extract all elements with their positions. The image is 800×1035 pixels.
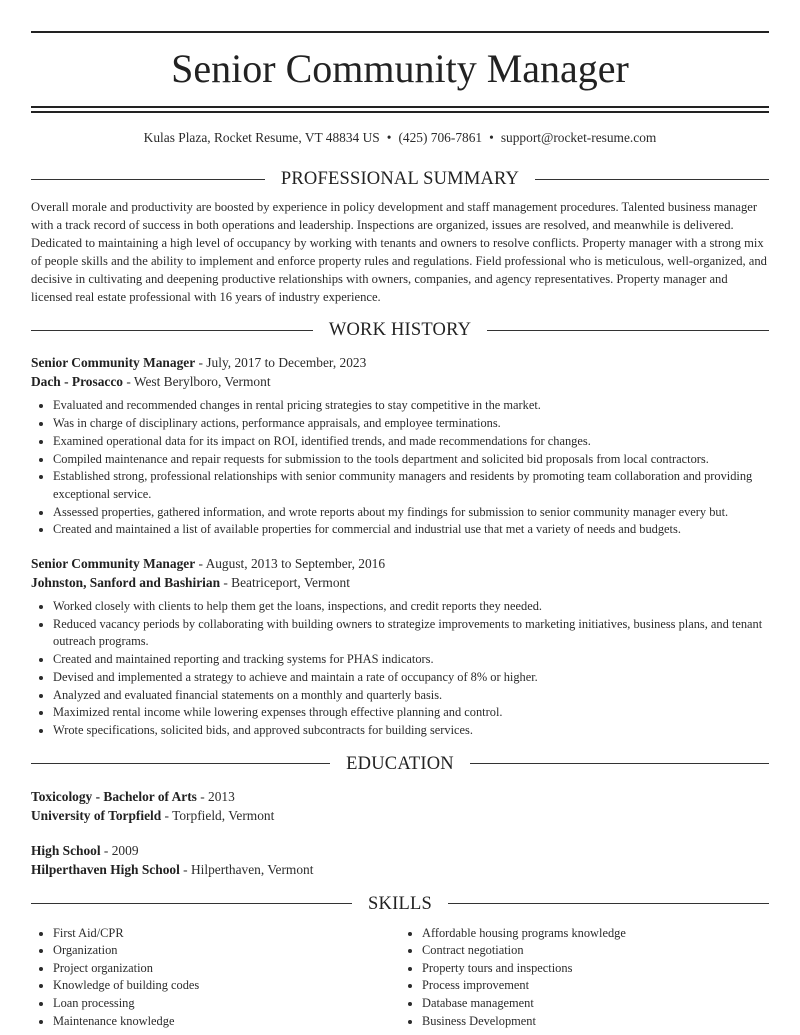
list-item: • Devised and implemented a strategy to achieve and maintain a rate of occupancy of 8% or higher. [53,669,769,687]
school: Hilperthaven High School [31,861,180,877]
separator: • [489,130,494,145]
job-company-line [31,372,769,391]
school: University of Torpfield [31,807,162,823]
skill-item: • Maintenance knowledge [53,1013,400,1031]
school-location: - Hilperthaven, Vermont [179,861,314,877]
list-item: • Worked closely with clients to help them get the loans, inspections, and credit reports they needed. [53,598,769,616]
divider [31,763,330,764]
divider [31,179,265,180]
skill-item: • Contract negotiation [422,942,769,960]
double-rule [31,106,769,113]
school-line [31,806,769,825]
degree-line [31,841,769,860]
skills-columns [31,925,769,1031]
skill-item: • Knowledge of building codes [53,977,400,995]
summary-heading: PROFESSIONAL SUMMARY [280,169,520,189]
degree-line [31,787,769,806]
job-company-line [31,573,769,592]
top-rule [31,31,769,33]
job-location: - Beatriceport, Vermont [220,575,350,591]
education-entry [31,787,769,825]
skill-item: • Affordable housing programs knowledge [422,925,769,943]
summary-text: Overall morale and productivity are boosted by experience in policy development and staff management procedures. Talented business manager with a track record of success in both operations and leadership. Inspections are organized, issues are resolved, and meanwhile is delivered. Dedicated to maintaining a high level of occupancy by working with tenants and owners to resolve conflicts. Property manager with a strong mix of people skills and the ability to implement and enforce property rules and regulations. Field professional who is meticulous, well-organized, and decisive in cultivating and deepening productive relationships with owners, companies, and agency representatives. Property manager and licensed real estate professional with 16 years of industry experience. [31,200,767,304]
resume-page [31,0,769,1030]
summary-section-header [31,167,769,191]
list-item: • Established strong, professional relationships with senior community managers and residents by promoting team collaboration and providing exceptional service. [53,468,769,503]
skills-section-header [31,892,769,916]
job-title: Senior Community Manager [31,355,196,371]
divider [31,903,352,904]
contact-line [31,129,769,147]
divider [487,330,769,331]
job-title-line [31,554,769,573]
list-item: • Evaluated and recommended changes in rental pricing strategies to stay competitive in the market. [53,397,769,415]
divider [31,330,313,331]
education-entry [31,841,769,879]
skill-item: • Process improvement [422,977,769,995]
phone: (425) 706-7861 [398,130,483,145]
job-title: Senior Community Manager [31,556,196,572]
list-item: • Examined operational data for its impact on ROI, identified trends, and made recommendations for changes. [53,433,769,451]
divider [535,179,769,180]
divider [448,903,769,904]
list-item: • Was in charge of disciplinary actions, performance appraisals, and employee terminations. [53,415,769,433]
degree: Toxicology - Bachelor of Arts [31,788,197,804]
skills-left-column [31,925,400,1031]
skills-heading: SKILLS [368,893,432,914]
skill-item: • Database management [422,995,769,1013]
job-location: - West Berylboro, Vermont [122,374,271,390]
job-bullets [31,397,769,539]
job-title-line [31,353,769,372]
education-heading: EDUCATION [346,753,454,774]
list-item: • Created and maintained a list of available properties for commercial and industrial use that met a variety of needs and budgets. [53,521,769,539]
list-item: • Analyzed and evaluated financial statements on a monthly and quarterly basis. [53,687,769,705]
list-item: • Assessed properties, gathered information, and wrote reports about my findings for submission to senior community manager every but. [53,504,769,522]
list-item: • Compiled maintenance and repair requests for submission to the tools department and solicited bid proposals from local contractors. [53,451,769,469]
skill-item: • Property tours and inspections [422,960,769,978]
job-dates: - July, 2017 to December, 2023 [195,355,367,371]
job-company: Johnston, Sanford and Bashirian [31,575,221,591]
divider [470,763,769,764]
skill-item: • First Aid/CPR [53,925,400,943]
skills-right-column [400,925,769,1031]
degree-year: - 2013 [196,788,235,804]
separator: • [386,130,392,145]
list-item: • Maximized rental income while lowering expenses through effective planning and control. [53,704,769,722]
school-location: - Torpfield, Vermont [161,807,275,823]
job-company: Dach - Prosacco [31,374,123,390]
job-bullets [31,598,769,740]
skill-item: • Loan processing [53,995,400,1013]
work-section-header [31,318,769,342]
job-entry [31,554,769,740]
job-dates: - August, 2013 to September, 2016 [195,556,386,572]
school-line [31,860,769,879]
degree: High School [31,842,101,858]
work-heading: WORK HISTORY [328,320,472,341]
list-item: • Reduced vacancy periods by collaborating with building owners to strategize improvements to marketing initiatives, business plans, and tenant outreach programs. [53,616,769,651]
email: support@rocket-resume.com [500,130,657,145]
degree-year: - 2009 [100,842,139,858]
education-section-header [31,752,769,776]
list-item: • Wrote specifications, solicited bids, and approved subcontracts for building services. [53,722,769,740]
skill-item: • Organization [53,942,400,960]
job-entry [31,353,769,539]
list-item: • Created and maintained reporting and tracking systems for PHAS indicators. [53,651,769,669]
resume-title: Senior Community Manager [171,46,629,91]
address: Kulas Plaza, Rocket Resume, VT 48834 US [143,130,380,145]
skill-item: • Project organization [53,960,400,978]
skill-item: • Business Development [422,1013,769,1031]
